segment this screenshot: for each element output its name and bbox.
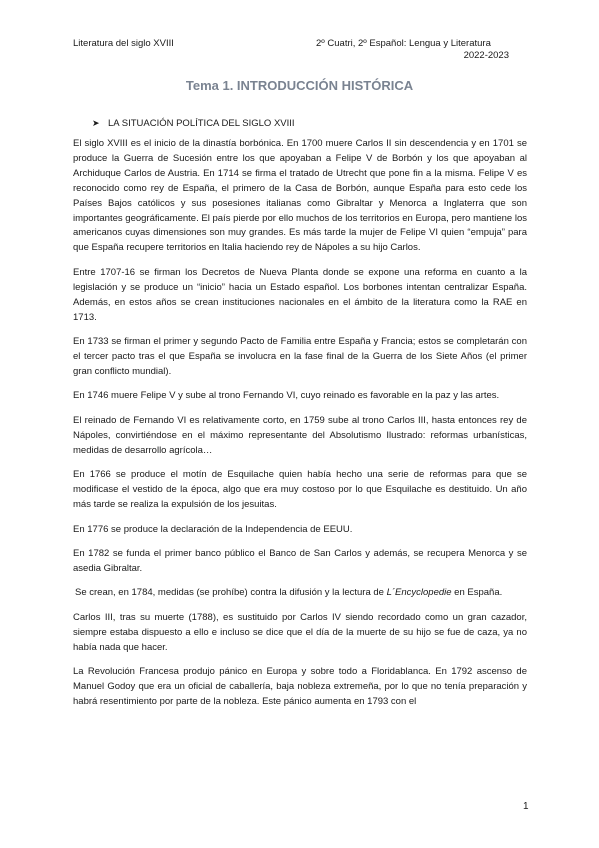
document-body [73,137,527,720]
paragraph: El reinado de Fernando VI es relativamente corto, en 1759 sube al trono Carlos III, hasta entonces rey de Nápoles, convirtiéndose en el máximo representante del Absolutismo Ilustrado: reformas urbanísticas, medidas de desarrollo agrícola… [73,414,527,456]
paragraph-text: en España. [451,587,503,599]
header-year-line: 2022-2023 [463,50,509,61]
paragraph: Carlos III, tras su muerte (1788), es sustituido por Carlos IV siendo recordado como un gran cazador, siempre estaba dispuesto a ello e incluso se dice que el día de la muerte de su hijo se fue de caza, ya no había nada que hacer. [73,611,527,653]
paragraph: En 1782 se funda el primer banco público el Banco de San Carlos y además, se recupera Menorca y se asedia Gibraltar. [73,548,527,574]
book-title: L´Encyclopedie [386,587,452,599]
paragraph: La Revolución Francesa produjo pánico en Europa y sobre todo a Floridablanca. En 1792 ascenso de Manuel Godoy que era un oficial de caballería, baja nobleza extremeña, por lo que no tenía preparación y habrá resentimiento por parte de la nobleza. Este pánico aumenta en 1793 con el [73,666,527,708]
paragraph: Entre 1707-16 se firman los Decretos de Nueva Planta donde se expone una reforma en cuanto a la legislación y se produce un “inicio” hacia un Estado español. Los borbones intentan centralizar España. Además, en estos años se crean instituciones nacionales en el ámbito de la literatura como la RAE en 1713. [73,266,527,323]
paragraph-text: Se crean, en 1784, medidas (se prohíbe) contra la difusión y la lectura de [75,587,387,599]
paragraph: En 1746 muere Felipe V y sube al trono Fernando VI, cuyo reinado es favorable en la paz y las artes. [73,390,500,402]
paragraph: El siglo XVIII es el inicio de la dinastía borbónica. En 1700 muere Carlos II sin descendencia y en 1701 se produce la Guerra de Sucesión entre los que apoyaban a Felipe V de Borbón y los que apoyaban al Archiduque Carlos de Austria. En 1714 se firma el tratado de Utrecht que pone fin a la misma. Felipe V es reconocido como rey de España, el primero de la Casa de Borbón, aunque España para esto cede los Países Bajos católicos y sus posesiones italianas como Gibraltar y Menorca a Inglaterra que son importantes geográficamente. El país pierde por ello muchos de los territorios en Europa, pero mantiene los americanos cuyas dimensiones son muy grandes. Es más tarde la mujer de Felipe VI quien “empuja” para que España recupere territorios en Italia haciendo rey de Nápoles a su hijo Carlos. [73,138,527,254]
section-heading-text: LA SITUACIÓN POLÍTICA DEL SIGLO XVIII [108,118,295,129]
paragraph: En 1776 se produce la declaración de la Independencia de EEUU. [73,523,353,535]
paragraph-encyclopedie [73,586,527,601]
arrow-right-icon: ➤ [92,118,100,128]
header-course-line: 2º Cuatri, 2º Español: Lengua y Literatura [316,38,491,49]
paragraph: En 1766 se produce el motín de Esquilache quien había hecho una serie de reformas para que se modificase el vestido de la época, algo que era muy costoso por lo que Esquilache es destituido. Un año más tarde se realiza la expulsión de los jesuitas. [73,469,527,510]
header-course-info [316,38,526,62]
page-title: Tema 1. INTRODUCCIÓN HISTÓRICA [185,78,414,93]
paragraph: En 1733 se firman el primer y segundo Pacto de Familia entre España y Francia; estos se completarán con el tercer pacto tras el que España se involucra en la fase final de la Guerra de los Siete Años (el primer gran conflicto mundial). [73,336,527,377]
page-number: 1 [523,801,529,812]
section-heading [92,118,295,129]
header-course-title: Literatura del siglo XVIII [73,38,174,49]
